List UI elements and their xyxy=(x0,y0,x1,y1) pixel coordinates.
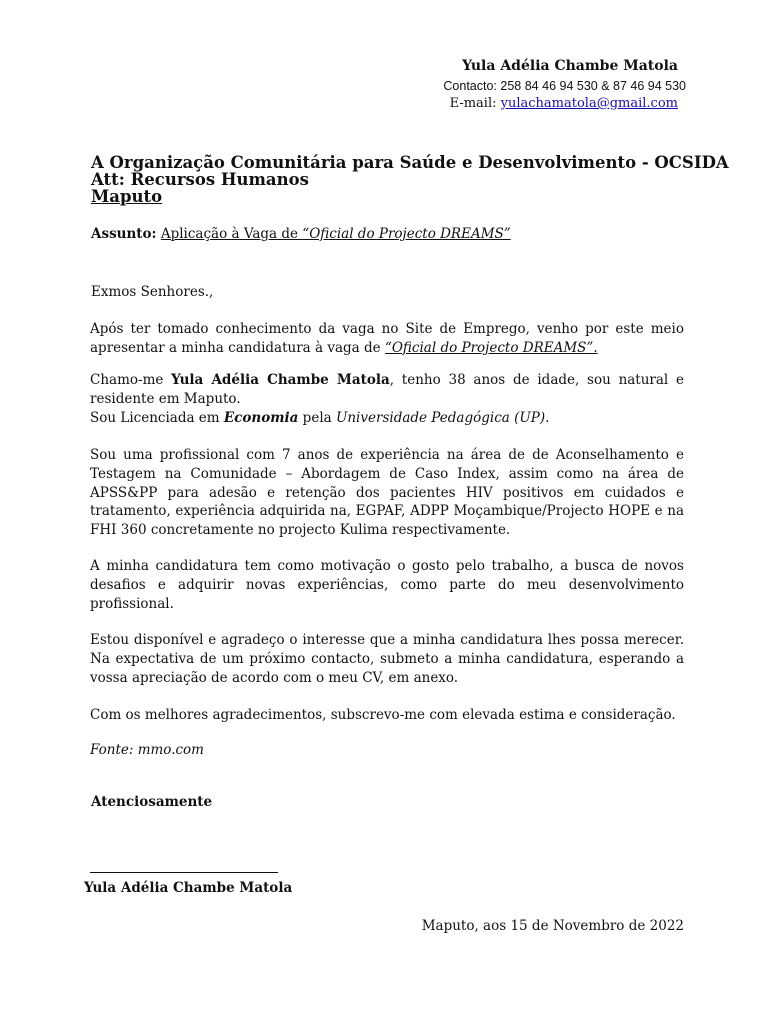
paragraph-availability: Estou disponível e agradeço o interesse que a minha candidatura lhes possa merecer. Na expectativa de um próximo contacto, submeto a minha candidatura, esperando a vossa apreciação de acordo com o meu CV, em anexo. xyxy=(90,632,684,686)
contact-value: 258 84 46 94 530 & 87 46 94 530 xyxy=(500,79,686,93)
closing: Atenciosamente xyxy=(91,794,213,810)
subject-text: Aplicação à Vaga de “Oficial do Projecto DREAMS” xyxy=(160,226,511,242)
email-label: E-mail: xyxy=(449,96,497,111)
signature-line xyxy=(90,872,278,873)
university-name: Universidade Pedagógica (UP) xyxy=(335,409,546,426)
paragraph-intro: Após ter tomado conhecimento da vaga no Site de Emprego, venho por este meio apresentar a minha candidatura à vaga de “Oficial do Projecto DREAMS”. xyxy=(90,321,684,356)
subject-position: “Oficial do Projecto DREAMS” xyxy=(302,226,511,242)
sender-name: Yula Adélia Chambe Matola xyxy=(462,58,678,74)
salutation: Exmos Senhores., xyxy=(91,284,214,300)
place-date: Maputo, aos 15 de Novembro de 2022 xyxy=(421,918,684,934)
position-title: “Oficial do Projecto DREAMS”. xyxy=(384,339,598,356)
applicant-name: Yula Adélia Chambe Matola xyxy=(171,372,390,388)
subject-label: Assunto: xyxy=(91,226,157,242)
sender-email xyxy=(450,96,678,111)
paragraph-thanks: Com os melhores agradecimentos, subscrevo-me com elevada estima e consideração. xyxy=(90,707,676,723)
paragraph-motivation: A minha candidatura tem como motivação o gosto pelo trabalho, a busca de novos desafios e adquirir novas experiências, como parte do meu desenvolvimento profissional. xyxy=(90,558,684,612)
recipient-city: Maputo xyxy=(91,187,163,206)
recipient-attention: Att: Recursos Humanos xyxy=(91,170,309,189)
email-link[interactable]: yulachamatola@gmail.com xyxy=(500,96,678,111)
sender-contact xyxy=(443,79,686,93)
recipient-block xyxy=(91,154,729,205)
paragraph-experience: Sou uma profissional com 7 anos de experiência na área de de Aconselhamento e Testagem na Comunidade – Abordagem de Caso Index, assim como na área de APSS&PP para adesão e retenção dos pacientes HIV positivos em cuidados e tratamento, experiência adquirida na, EGPAF, ADPP Moçambique/Projecto HOPE e na FHI 360 concretamente no projecto Kulima respectivamente. xyxy=(90,447,684,539)
subject-line xyxy=(91,226,511,242)
paragraph-personal: Chamo-me Yula Adélia Chambe Matola, tenho 38 anos de idade, sou natural e residente em Maputo. Sou Licenciada em Economia pela Universidade Pedagógica (UP). xyxy=(90,372,684,426)
signature-name: Yula Adélia Chambe Matola xyxy=(84,880,293,896)
recipient-organization: A Organização Comunitária para Saúde e Desenvolvimento - OCSIDA xyxy=(91,153,729,172)
degree-field: Economia xyxy=(223,409,299,426)
source-note: Fonte: mmo.com xyxy=(90,742,204,758)
contact-label: Contacto: xyxy=(443,79,497,93)
